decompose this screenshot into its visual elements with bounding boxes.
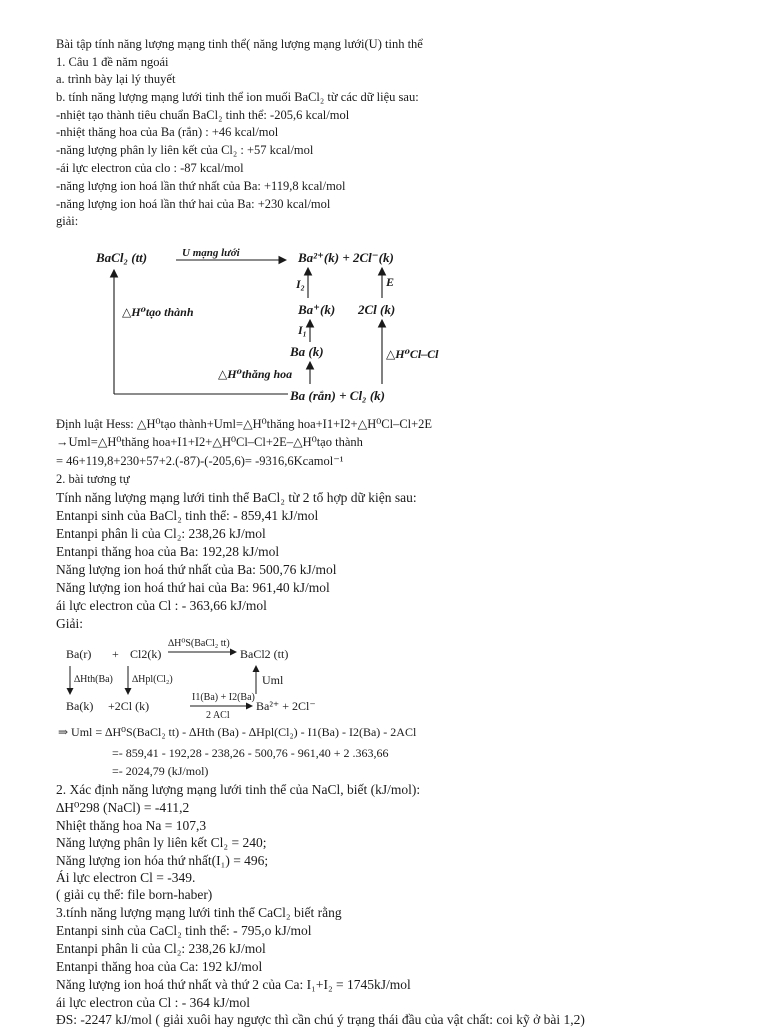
data-line: -nhiệt tạo thành tiêu chuẩn BaCl₂ tinh thể: -205,6 kcal/mol (56, 108, 350, 122)
elements-label: Ba (rắn) + Cl₂ (k) (290, 388, 385, 403)
data-line: Entanpi thăng hoa của Ba: 192,28 kJ/mol (56, 544, 280, 559)
section-3-heading: 2. Xác định năng lượng mạng lưới tinh thể của NaCl, biết (kJ/mol): (56, 782, 421, 797)
question-a: a. trình bày lại lý thuyết (56, 72, 176, 86)
cl-gas-label: +2Cl (k) (108, 699, 150, 713)
e-label: E (386, 275, 395, 289)
born-haber-diagram-2 (56, 632, 476, 782)
data-line: Entanpi sinh của BaCl₂ tinh thể: - 859,41 kJ/mol (56, 508, 319, 523)
cl2-gas-label: Cl2(k) (130, 647, 162, 661)
question-b: b. tính năng lượng mạng lưới tinh thể ion muối BaCl₂ từ các dữ liệu sau: (56, 90, 419, 104)
ionization-label: I1(Ba) + I2(Ba) (192, 692, 255, 703)
data-line: ái lực electron của Cl : - 364 kJ/mol (56, 995, 251, 1010)
hess-line-1: Định luật Hess: △H⁰tạo thành+Uml=△H⁰thăng hoa+I1+I2+△H⁰Cl–Cl+2E (56, 417, 433, 431)
data-line: Năng lượng ion hoá thứ nhất và thứ 2 của Ca: I₁+I₂ = 1745kJ/mol (56, 977, 411, 992)
data-line: Ái lực electron Cl = -349. (56, 870, 196, 885)
data-line: Entanpi thăng hoa của Ca: 192 kJ/mol (56, 959, 263, 974)
electron-affinity-label: 2 ACl (206, 710, 230, 721)
bacl2-crystal-label: BaCl2 (tt) (240, 647, 289, 661)
ba-plus-label: Ba⁺(k) (298, 302, 336, 317)
ba-solid-label: Ba(r) (66, 647, 92, 661)
data-line: Entanpi phân li của Cl₂: 238,26 kJ/mol (56, 941, 266, 956)
dh-sublimation-label: △H⁰thăng hoa (218, 367, 293, 381)
question-1: 1. Câu 1 đề năm ngoái (56, 55, 169, 69)
u-lattice-label: U mạng lưới (182, 247, 240, 259)
data-line: Entanpi sinh của CaCl₂ tinh thể: - 795,o kJ/mol (56, 923, 312, 938)
plus-sign: + (112, 647, 119, 661)
dh-clcl-label: △H⁰Cl–Cl (386, 347, 439, 361)
data-line: -năng lượng ion hoá lần thứ nhất của Ba: +119,8 kcal/mol (56, 179, 346, 193)
data-line: -nhiệt thăng hoa của Ba (rắn) : +46 kcal/mol (56, 125, 279, 139)
data-line: Nhiệt thăng hoa Na = 107,3 (56, 818, 207, 833)
data-line: ĐS: -2247 kJ/mol ( giải xuôi hay ngược thì cần chú ý trạng thái đầu của vật chất: coi kỹ ở bài 1,2) (56, 1012, 585, 1027)
solution-label: giải: (56, 214, 79, 228)
data-line: -năng lượng phân ly liên kết của Cl₂ : +57 kcal/mol (56, 143, 314, 157)
hess-line-2: →Uml=△H⁰thăng hoa+I1+I2+△H⁰Cl–Cl+2E–△H⁰tạo thành (56, 435, 363, 449)
uml-result: =- 2024,79 (kJ/mol) (112, 764, 209, 778)
data-line: Năng lượng ion hoá thứ hai của Ba: 961,40 kJ/mol (56, 580, 330, 595)
ba-gas-label: Ba (k) (290, 344, 324, 359)
solution-label: Giải: (56, 616, 83, 631)
data-line: Năng lượng ion hóa thứ nhất(I₁) = 496; (56, 853, 269, 868)
section-4-heading: 3.tính năng lượng mạng lưới tinh thể CaCl₂ biết rằng (56, 905, 342, 920)
doc-title: Bài tập tính năng lượng mạng tinh thể( năng lượng mạng lưới(U) tinh thể (56, 37, 423, 51)
i1-label: I₁ (298, 323, 307, 337)
uml-substitution: =- 859,41 - 192,28 - 238,26 - 500,76 - 961,40 + 2 .363,66 (112, 746, 389, 760)
data-line: ( giải cụ thể: file born-haber) (56, 887, 213, 902)
data-line: Entanpi phân li của Cl₂: 238,26 kJ/mol (56, 526, 266, 541)
ions-label: Ba²⁺ + 2Cl⁻ (256, 699, 316, 713)
born-haber-diagram-1 (90, 238, 510, 410)
dh-sublimation-label: ∆Hth(Ba) (74, 674, 113, 685)
section-2-task: Tính năng lượng mạng lưới tinh thể BaCl₂ từ 2 tổ hợp dữ kiện sau: (56, 490, 417, 505)
uml-label: Uml (262, 673, 284, 687)
ba-gas-label: Ba(k) (66, 699, 94, 713)
dh-formation-label: △H⁰tạo thành (122, 305, 194, 319)
gaseous-ions-label: Ba²⁺(k) + 2Cl⁻(k) (298, 250, 394, 265)
dh-dissociation-label: ∆Hpl(Cl₂) (132, 674, 173, 685)
data-line: Năng lượng ion hoá thứ nhất của Ba: 500,76 kJ/mol (56, 562, 337, 577)
bacl2-solid-label: BaCl₂ (tt) (96, 250, 148, 265)
data-line: -năng lượng ion hoá lần thứ hai của Ba: +230 kcal/mol (56, 197, 331, 211)
data-line: ái lực electron của Cl : - 363,66 kJ/mol (56, 598, 267, 613)
section-2-heading: 2. bài tương tự (56, 472, 130, 486)
data-line: -ái lực electron của clo : -87 kcal/mol (56, 161, 244, 175)
dh-formation-label: ∆H⁰S(BaCl₂ tt) (168, 638, 230, 649)
data-line: Năng lượng phân ly liên kết Cl₂ = 240; (56, 835, 267, 850)
hess-line-3: = 46+119,8+230+57+2.(-87)-(-205,6)= -9316,6Kcamol⁻¹ (56, 454, 344, 468)
uml-equation: ⇒ Uml = ∆H⁰S(BaCl₂ tt) - ∆Hth (Ba) - ∆Hpl(Cl₂) - I1(Ba) - I2(Ba) - 2ACl (58, 725, 417, 739)
data-line: ∆H⁰298 (NaCl) = -411,2 (56, 800, 190, 815)
two-cl-label: 2Cl (k) (358, 302, 396, 317)
i2-label: I₂ (296, 277, 305, 291)
